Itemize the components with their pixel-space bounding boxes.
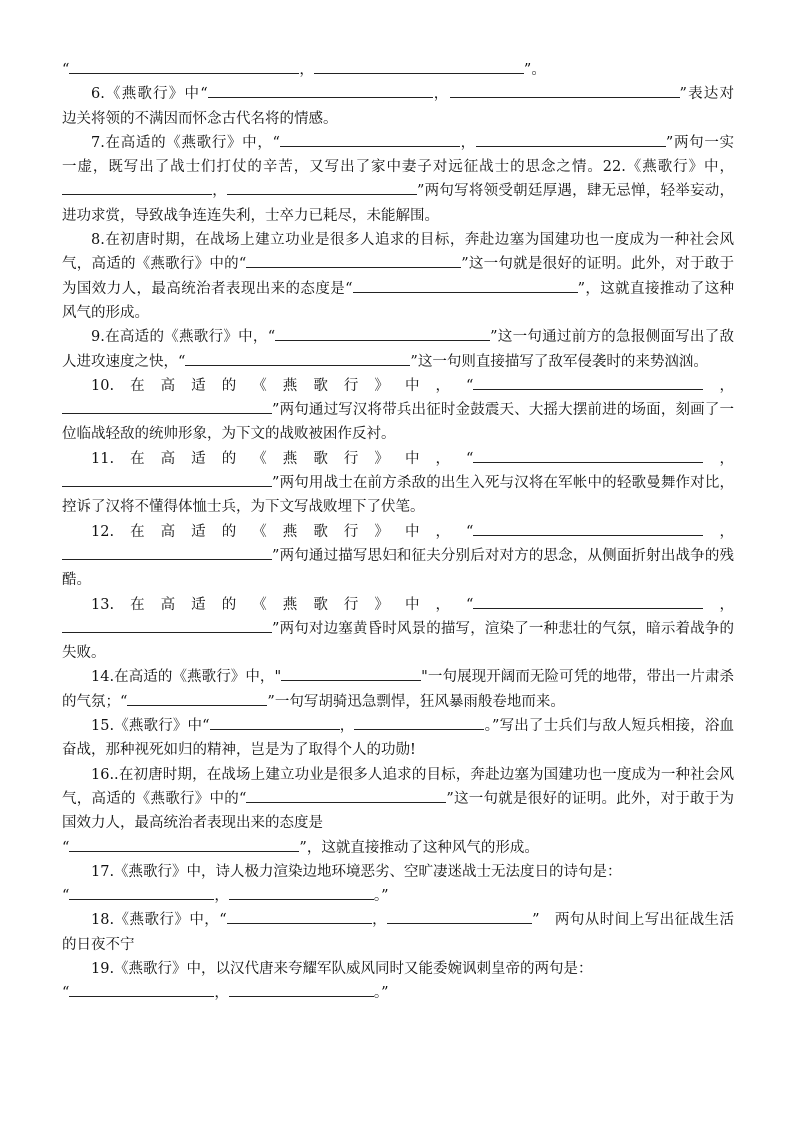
answer-blank[interactable] xyxy=(473,520,703,536)
answer-blank[interactable] xyxy=(185,350,410,366)
answer-blank[interactable] xyxy=(69,884,214,900)
question-17: 17.《燕歌行》中，诗人极力渲染边地环境恶劣、空旷凄迷战士无法度日的诗句是： “ ， 。” xyxy=(62,863,622,905)
question-5-tail: “ ， ”。 xyxy=(62,58,734,82)
answer-blank[interactable] xyxy=(229,981,374,997)
answer-blank[interactable] xyxy=(473,447,703,463)
answer-blank[interactable] xyxy=(69,981,214,997)
answer-blank[interactable] xyxy=(208,82,433,98)
question-18: 18.《燕歌行》中，“ ， ” 两句从时间上写出征战生活的日夜不宁 xyxy=(62,908,734,957)
question-8: 8.在初唐时期，在战场上建立功业是很多人追求的目标，奔赴边塞为国建功也一度成为一种社会风气，高适的《燕歌行》中的“ ”这一句就是很好的证明。此外，对于敢于为国效力人，最高统治者表现出来的态度是“ ”，这就直接推动了这种风气的形成。 xyxy=(62,232,734,321)
answer-blank[interactable] xyxy=(473,593,703,609)
answer-blank[interactable] xyxy=(62,471,272,487)
question-11: 11.在高适的《燕歌行》中，“ ，”两句用战士在前方杀敌的出生入死与汉将在军帐中的轻歌曼舞作对比，控诉了汉将不懂得体恤士兵，为下文写战败埋下了伏笔。 xyxy=(62,447,734,520)
answer-blank[interactable] xyxy=(476,131,666,147)
answer-blank[interactable] xyxy=(280,131,460,147)
answer-blank[interactable] xyxy=(229,884,374,900)
answer-blank[interactable] xyxy=(127,690,267,706)
question-7: 7.在高适的《燕歌行》中，“ ， ”两句一实一虚，既写出了战士们打仗的辛苦，又写出了家中妻子对远征战士的思念之情。22.《燕歌行》中，， ”两句写将领受朝廷厚遇，肆无忌惮，轻举妄动，进功求赏，导致战争连连失利，士卒力已耗尽，未能解围。 xyxy=(62,131,734,228)
question-14: 14.在高适的《燕歌行》中，" "一句展现开阔而无险可凭的地带，带出一片肃杀的气氛；“ ”一句写胡骑迅急剽悍，狂风暴雨般卷地而来。 xyxy=(62,665,734,714)
answer-blank[interactable] xyxy=(314,58,524,74)
answer-blank[interactable] xyxy=(227,179,417,195)
worksheet-document xyxy=(62,58,734,1006)
answer-blank[interactable] xyxy=(246,787,446,803)
answer-blank[interactable] xyxy=(387,908,532,924)
answer-blank[interactable] xyxy=(62,398,272,414)
answer-blank[interactable] xyxy=(473,374,703,390)
answer-blank[interactable] xyxy=(354,714,484,730)
question-10: 10.在高适的《燕歌行》中，“ ，”两句通过写汉将带兵出征时金鼓震天、大摇大摆前进的场面，刻画了一位临战轻敌的统帅形象，为下文的战败被困作反衬。 xyxy=(62,374,734,447)
question-13: 13.在高适的《燕歌行》中，“ ，”两句对边塞黄昏时风景的描写，渲染了一种悲壮的气氛，暗示着战争的失败。 xyxy=(62,593,734,666)
question-16: 16..在初唐时期，在战场上建立功业是很多人追求的目标，奔赴边塞为国建功也一度成为一种社会风气，高适的《燕歌行》中的“ ”这一句就是很好的证明。此外，对于敢于为国效力人，最高统治者表现出来的态度是 “ ”，这就直接推动了这种风气的形成。 xyxy=(62,766,734,856)
question-9: 9.在高适的《燕歌行》中，“ ”这一句通过前方的急报侧面写出了敌人进攻速度之快，“ ”这一句则直接描写了敌军侵袭时的来势汹汹。 xyxy=(62,325,734,374)
answer-blank[interactable] xyxy=(62,179,212,195)
question-15: 15.《燕歌行》中“ ， 。”写出了士兵们与敌人短兵相接，浴血奋战，那种视死如归的精神，岂是为了取得个人的功勋! xyxy=(62,714,734,763)
answer-blank[interactable] xyxy=(227,908,372,924)
question-6: 6.《燕歌行》中“ ， ”表达对边关将领的不满因而怀念古代名将的情感。 xyxy=(62,82,734,131)
answer-blank[interactable] xyxy=(353,277,578,293)
answer-blank[interactable] xyxy=(275,325,490,341)
question-19: 19.《燕歌行》中，以汉代唐来夸耀军队威风同时又能委婉讽刺皇帝的两句是： “ ， 。” xyxy=(62,960,593,1002)
answer-blank[interactable] xyxy=(62,617,272,633)
answer-blank[interactable] xyxy=(69,58,299,74)
answer-blank[interactable] xyxy=(210,714,340,730)
answer-blank[interactable] xyxy=(69,836,299,852)
answer-blank[interactable] xyxy=(450,82,680,98)
answer-blank[interactable] xyxy=(246,252,461,268)
answer-blank[interactable] xyxy=(281,665,421,681)
answer-blank[interactable] xyxy=(62,544,272,560)
question-12: 12.在高适的《燕歌行》中，“ ，”两句通过描写思妇和征夫分别后对对方的思念，从侧面折射出战争的残酷。 xyxy=(62,520,734,593)
